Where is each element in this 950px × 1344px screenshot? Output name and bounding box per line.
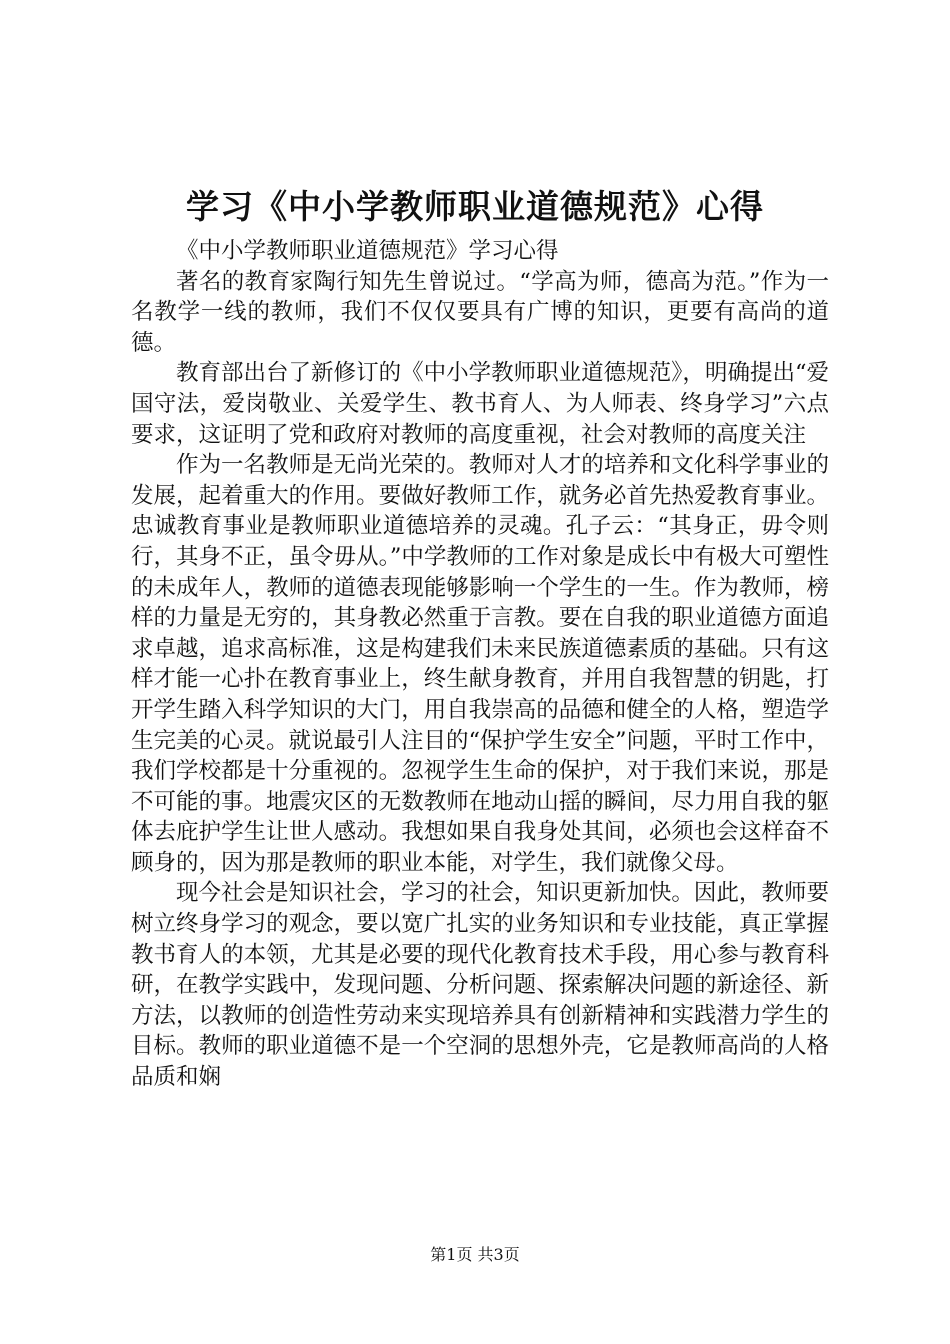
document-subtitle: 《中小学教师职业道德规范》学习心得	[176, 238, 559, 264]
paragraph: 现今社会是知识社会，学习的社会，知识更新加快。因此，教师要树立终身学习的观念，要以宽广扎实的业务知识和专业技能，真正掌握教书育人的本领，尤其是必要的现代化教育技术手段，用心参与教育科研，在教学实践中，发现问题、分析问题、探索解决问题的新途径、新方法，以教师的创造性劳动来实现培养具有创新精神和实践潜力学生的目标。教师的职业道德不是一个空洞的思想外壳，它是教师高尚的人格品质和娴	[131, 880, 829, 1091]
document-title: 学习《中小学教师职业道德规范》心得	[186, 187, 764, 226]
paragraph: 教育部出台了新修订的《中小学教师职业道德规范》，明确提出“爱国守法，爱岗敬业、关爱学生、教书育人、为人师表、终身学习”六点要求，这证明了党和政府对教师的高度重视，社会对教师的高度关注	[131, 360, 829, 448]
paragraph: 作为一名教师是无尚光荣的。教师对人才的培养和文化科学事业的发展，起着重大的作用。要做好教师工作，就务必首先热爱教育事业。忠诚教育事业是教师职业道德培养的灵魂。孔子云：“其身正，毋令则行，其身不正，虽令毋从。”中学教师的工作对象是成长中有极大可塑性的未成年人，教师的道德表现能够影响一个学生的一生。作为教师，榜样的力量是无穷的，其身教必然重于言教。要在自我的职业道德方面追求卓越，追求高标准，这是构建我们未来民族道德素质的基础。只有这样才能一心扑在教育事业上，终生献身教育，并用自我智慧的钥匙，打开学生踏入科学知识的大门，用自我崇高的品德和健全的人格，塑造学生完美的心灵。就说最引人注目的“保护学生安全”问题，平时工作中，我们学校都是十分重视的。忽视学生生命的保护，对于我们来说，那是不可能的事。地震灾区的无数教师在地动山摇的瞬间，尽力用自我的躯体去庇护学生让世人感动。我想如果自我身处其间，必须也会这样奋不顾身的，因为那是教师的职业本能，对学生，我们就像父母。	[131, 452, 830, 876]
paragraph: 著名的教育家陶行知先生曾说过。“学高为师，德高为范。”作为一名教学一线的教师，我们不仅仅要具有广博的知识，更要有高尚的道德。	[131, 268, 829, 356]
document-body	[131, 236, 829, 1093]
page-footer: 第1页 共3页	[430, 1245, 520, 1264]
